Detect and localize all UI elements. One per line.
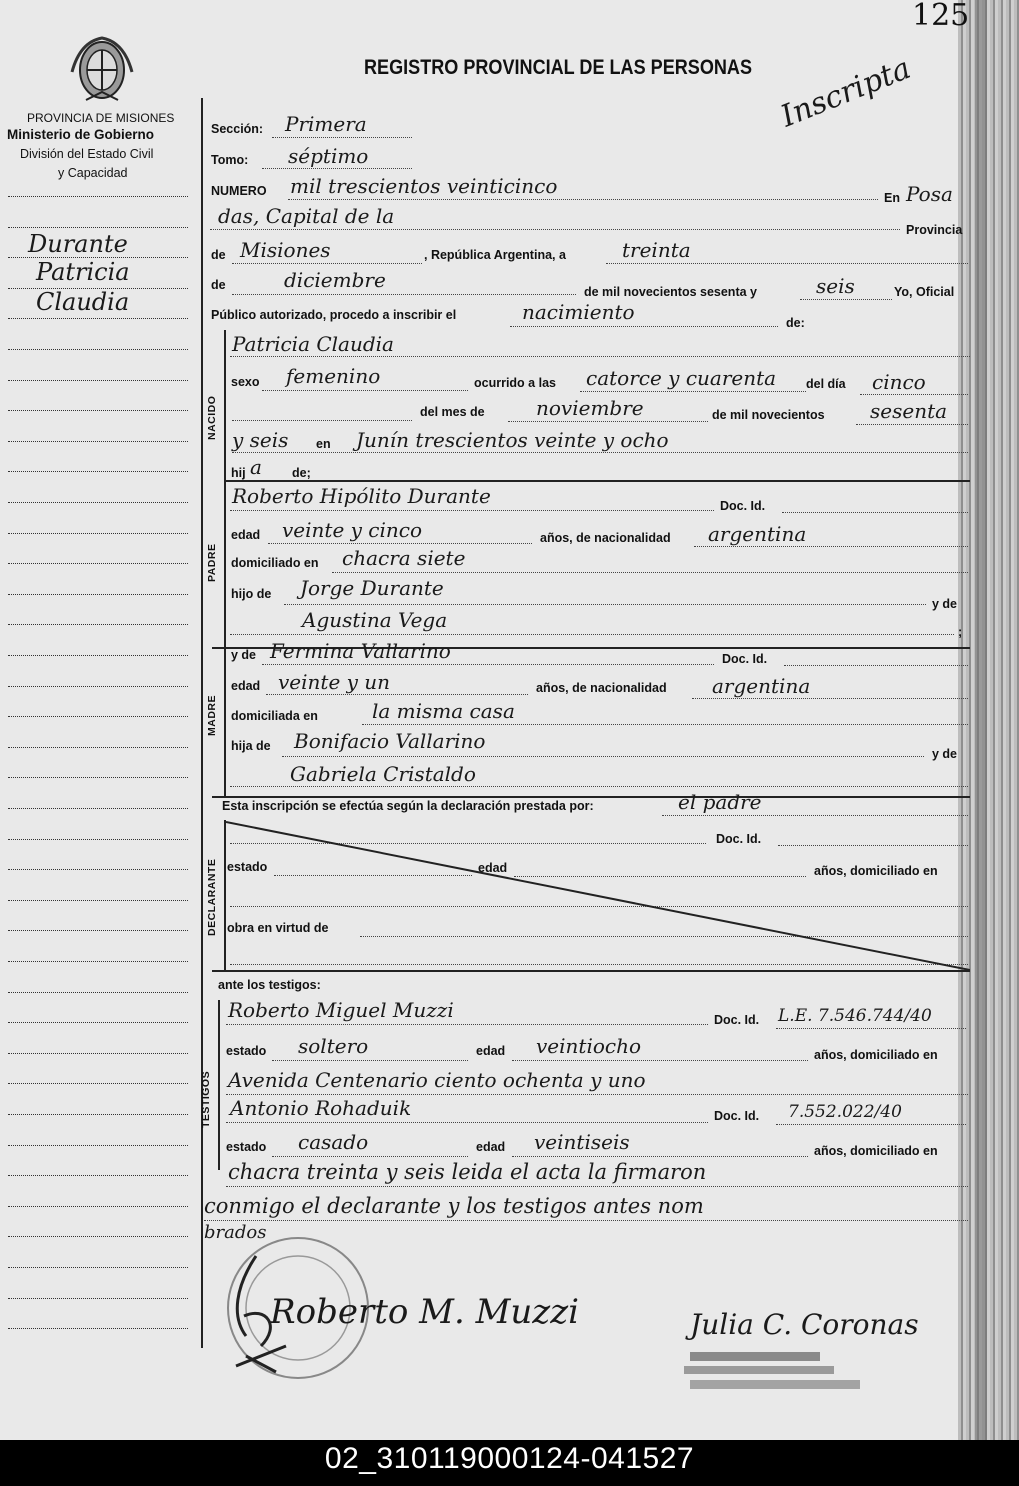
padre-dom-value: chacra siete [342,546,466,570]
obra-label: obra en virtud de [227,921,329,935]
testigo1-nombre-value: Roberto Miguel Muzzi [228,998,454,1022]
tomo-value: séptimo [288,144,369,168]
de-label-2: de [211,278,226,292]
de-label-1: de [211,248,226,262]
testigo2-edad-value: veintiseis [534,1130,630,1154]
padre-dom-line [332,572,968,573]
declarante-anios-label: años, domiciliado en [814,864,938,878]
margin-rule [8,318,188,319]
margin-rule [8,1206,188,1207]
padre-y-de-label: y de [932,597,958,611]
hija-de-label: de; [292,466,311,480]
anio-nac2-value: y seis [232,428,289,452]
testigo2-nombre-line [226,1122,708,1123]
image-id: 02_310119000124-041527 [324,1442,695,1475]
provincia-label: Provincia [906,223,963,237]
division-name-2: y Capacidad [58,166,128,180]
madre-y-de-label: y de [932,747,958,761]
dia-line [606,263,968,264]
lugar-line [232,452,968,453]
margin-rule [8,502,188,503]
sexo-line [262,390,468,391]
margin-rule [8,777,188,778]
city-line [210,229,900,230]
testigo2-estado-label: estado [226,1140,267,1154]
madre-doc-label: Doc. Id. [722,652,768,666]
madre-edad-line [266,694,528,695]
province-crest [66,32,138,106]
margin-rule [8,1298,188,1299]
margin-rule [8,992,188,993]
margin-rule [8,900,188,901]
testigo1-dom-value: Avenida Centenario ciento ochenta y uno [228,1068,646,1092]
de-mil2-label: de mil novecientos [712,408,825,422]
padre-padre-value: Jorge Durante [300,576,444,600]
margin-rule [8,594,188,595]
mes-nac-line-start [232,420,412,421]
mes-line [232,294,576,295]
del-dia-label: del día [806,377,846,391]
anio-line [800,299,892,300]
seccion-value: Primera [285,112,367,136]
margin-rule [8,1083,188,1084]
sexo-value: femenino [286,364,381,388]
madre-dom-label: domiciliada en [231,709,318,723]
margin-rule [8,410,188,411]
padre-dom-label: domiciliado en [231,556,319,570]
padre-edad-value: veinte y cinco [282,518,423,542]
margin-rule [8,533,188,534]
margin-rule [8,686,188,687]
form-left-border [201,98,203,1348]
margin-rule [8,380,188,381]
testigo1-doc-label: Doc. Id. [714,1013,760,1027]
testigo2-doc-line [776,1124,966,1125]
numero-value: mil trescientos veinticinco [290,174,558,198]
madre-nombre-value: Fermina Vallarino [270,639,451,663]
dia-nac-line [860,394,968,395]
padre-nombre-line [230,510,714,511]
testigos-section-border [218,1000,220,1170]
madre-bottom-rule [212,796,970,798]
margin-given-1: Patricia [36,258,130,286]
madre-nac-value: argentina [712,674,811,698]
register-title: REGISTRO PROVINCIAL DE LAS PERSONAS [364,56,753,79]
anio-value: seis [816,274,855,298]
tomo-label: Tomo: [211,153,249,167]
testigo1-edad-line [512,1060,808,1061]
declarante-value: el padre [678,790,762,814]
padre-nac-value: argentina [708,522,807,546]
testigo2-edad-line [512,1156,808,1157]
margin-rule [8,808,188,809]
testigo2-doc-value: 7.552.022/40 [788,1102,902,1122]
declarante-strike-line [226,820,970,970]
margin-surname: Durante [28,230,128,258]
testigo2-anios-label: años, domiciliado en [814,1144,938,1158]
padre-nombre-value: Roberto Hipólito Durante [232,484,491,508]
padre-section-label: PADRE [206,543,218,582]
seccion-line [272,137,412,138]
padre-doc-line [782,512,968,513]
testigo1-edad-label: edad [476,1044,506,1058]
mes-value: diciembre [284,268,386,292]
madre-nac-line [692,698,968,699]
signature-scribble [226,1246,296,1376]
nombre-line [230,356,970,357]
numero-line [288,199,878,200]
madre-section-border [224,649,226,797]
madre-y-de-start: y de [231,648,257,662]
testigo1-estado-value: soltero [298,1034,369,1058]
madre-nac-label: años, de nacionalidad [536,681,667,695]
madre-section-label: MADRE [206,695,218,736]
margin-rule [8,349,188,350]
testigo2-nombre-value: Antonio Rohaduik [230,1096,412,1120]
margin-rule [8,839,188,840]
margin-rule [8,1236,188,1237]
margin-rule [8,1145,188,1146]
testigo1-estado-line [272,1060,468,1061]
nacido-section-border [224,330,226,480]
anio-nac-line [856,424,968,425]
margin-rule [8,716,188,717]
sexo-label: sexo [231,375,260,389]
officer-stamp [660,1350,870,1398]
cierre-line-2: conmigo el declarante y los testigos antes nom [204,1194,704,1218]
hija-prefix-value: a [250,455,262,479]
hijo-de-label: hijo de [231,587,272,601]
madre-dom-value: la misma casa [372,699,515,723]
city-b: das, Capital de la [218,204,395,228]
margin-rule [8,961,188,962]
margin-rule [8,1114,188,1115]
dia-nac-value: cinco [872,370,926,394]
del-mes-label: del mes de [420,405,485,419]
margin-rule [8,1267,188,1268]
tomo-line [262,168,412,169]
padre-nac-line [694,546,968,547]
inscription-note: Inscripta [776,50,916,135]
margin-rule [8,563,188,564]
madre-doc-line [784,665,968,666]
ante-label: ante los testigos: [218,978,321,992]
declaracion-label: Esta inscripción se efectúa según la declaración prestada por: [222,799,594,813]
margin-given-2: Claudia [36,288,130,316]
madre-nombre-line [262,664,714,665]
padre-madre-value: Agustina Vega [302,608,448,632]
madre-edad-value: veinte y un [278,670,391,694]
margin-rule [8,257,188,258]
declarante-doc-label: Doc. Id. [716,832,762,846]
testigo2-doc-label: Doc. Id. [714,1109,760,1123]
provincia-value: Misiones [240,238,331,262]
declarante-line [662,815,968,816]
padre-edad-label: edad [231,528,261,542]
testigo1-doc-value: L.E. 7.546.744/40 [778,1006,932,1026]
margin-rule [8,441,188,442]
anio-nac-value: sesenta [870,399,948,423]
hora-value: catorce y cuarenta [586,366,777,390]
nacido-bottom-rule [224,480,970,482]
acto-line [510,326,778,327]
en-label: En [884,191,900,205]
republica-label: , República Argentina, a [424,248,566,262]
hora-line [580,391,806,392]
declarante-estado-label: estado [227,860,268,874]
mes-nac-value: noviembre [536,396,644,420]
padre-padre-line [284,604,926,605]
margin-rule [8,227,188,228]
cierre-rule-1 [226,1186,968,1187]
declarante-edad-label: edad [478,861,508,875]
testigo1-edad-value: veintiocho [536,1034,642,1058]
province-name: PROVINCIA DE MISIONES [27,111,175,125]
ministry-name: Ministerio de Gobierno [7,127,155,142]
testigo1-estado-label: estado [226,1044,267,1058]
book-spine-shadow [975,0,987,1440]
nacido-section-label: NACIDO [206,395,218,440]
padre-section-border [224,482,226,647]
margin-rule [8,1022,188,1023]
division-name: División del Estado Civil [20,147,154,161]
book-spine [958,0,1019,1440]
mes-nac-line [508,421,708,422]
dia-value: treinta [622,238,691,262]
yo-oficial-label: Yo, Oficial [894,285,955,299]
hija-de2-label: hija de [231,739,271,753]
testigo1-anios-label: años, domiciliado en [814,1048,938,1062]
madre-madre-line [230,786,968,787]
publico-label: Público autorizado, procedo a inscribir el [211,308,457,322]
madre-padre-value: Bonifacio Vallarino [294,729,486,753]
padre-doc-label: Doc. Id. [720,499,766,513]
cierre-line-1: chacra treinta y seis leida el acta la firmaron [228,1160,707,1184]
margin-rule [8,1175,188,1176]
testigo2-estado-line [272,1156,468,1157]
madre-madre-value: Gabriela Cristaldo [290,762,476,786]
numero-label: NUMERO [211,184,267,198]
madre-dom-line [362,724,968,725]
madre-padre-line [282,756,924,757]
signature-witness: Roberto M. Muzzi [270,1292,579,1332]
padre-nac-label: años, de nacionalidad [540,531,671,545]
margin-rule [8,288,188,289]
cierre-rule-2 [204,1220,968,1221]
hija-label: hij [231,466,246,480]
padre-edad-line [268,543,532,544]
lugar-value: Junín trescientos veinte y ocho [356,428,669,452]
city-a: Posa [906,182,953,206]
cierre-line-3: brados [204,1222,267,1243]
padre-semicolon: ; [958,625,963,639]
margin-rule [8,869,188,870]
testigos-section-label: TESTIGOS [200,1070,212,1128]
margin-rule [8,930,188,931]
margin-rule [8,1328,188,1329]
testigo1-dom-line [226,1094,968,1095]
padre-madre-line [230,634,954,635]
testigo1-doc-line [776,1028,966,1029]
testigo2-edad-label: edad [476,1140,506,1154]
provincia-line [232,263,422,264]
testigo1-nombre-line [226,1024,708,1025]
signature-officer: Julia C. Coronas [690,1308,919,1341]
testigo2-estado-value: casado [298,1130,369,1154]
de-colon-label: de: [786,316,805,330]
margin-rule [8,1053,188,1054]
acto-value: nacimiento [522,300,635,324]
madre-edad-label: edad [231,679,261,693]
nombre-value: Patricia Claudia [232,332,394,356]
declarante-section-label: DECLARANTE [206,858,218,936]
margin-rule [8,747,188,748]
de-mil-label: de mil novecientos sesenta y [584,285,757,299]
declarante-bottom-rule [212,970,970,972]
margin-rule [8,471,188,472]
margin-rule [8,655,188,656]
page-number: 125 [912,0,970,33]
margin-rule [8,624,188,625]
ocurrido-label: ocurrido a las [474,376,556,390]
seccion-label: Sección: [211,122,264,136]
margin-rule [8,196,188,197]
en2-label: en [316,437,331,451]
